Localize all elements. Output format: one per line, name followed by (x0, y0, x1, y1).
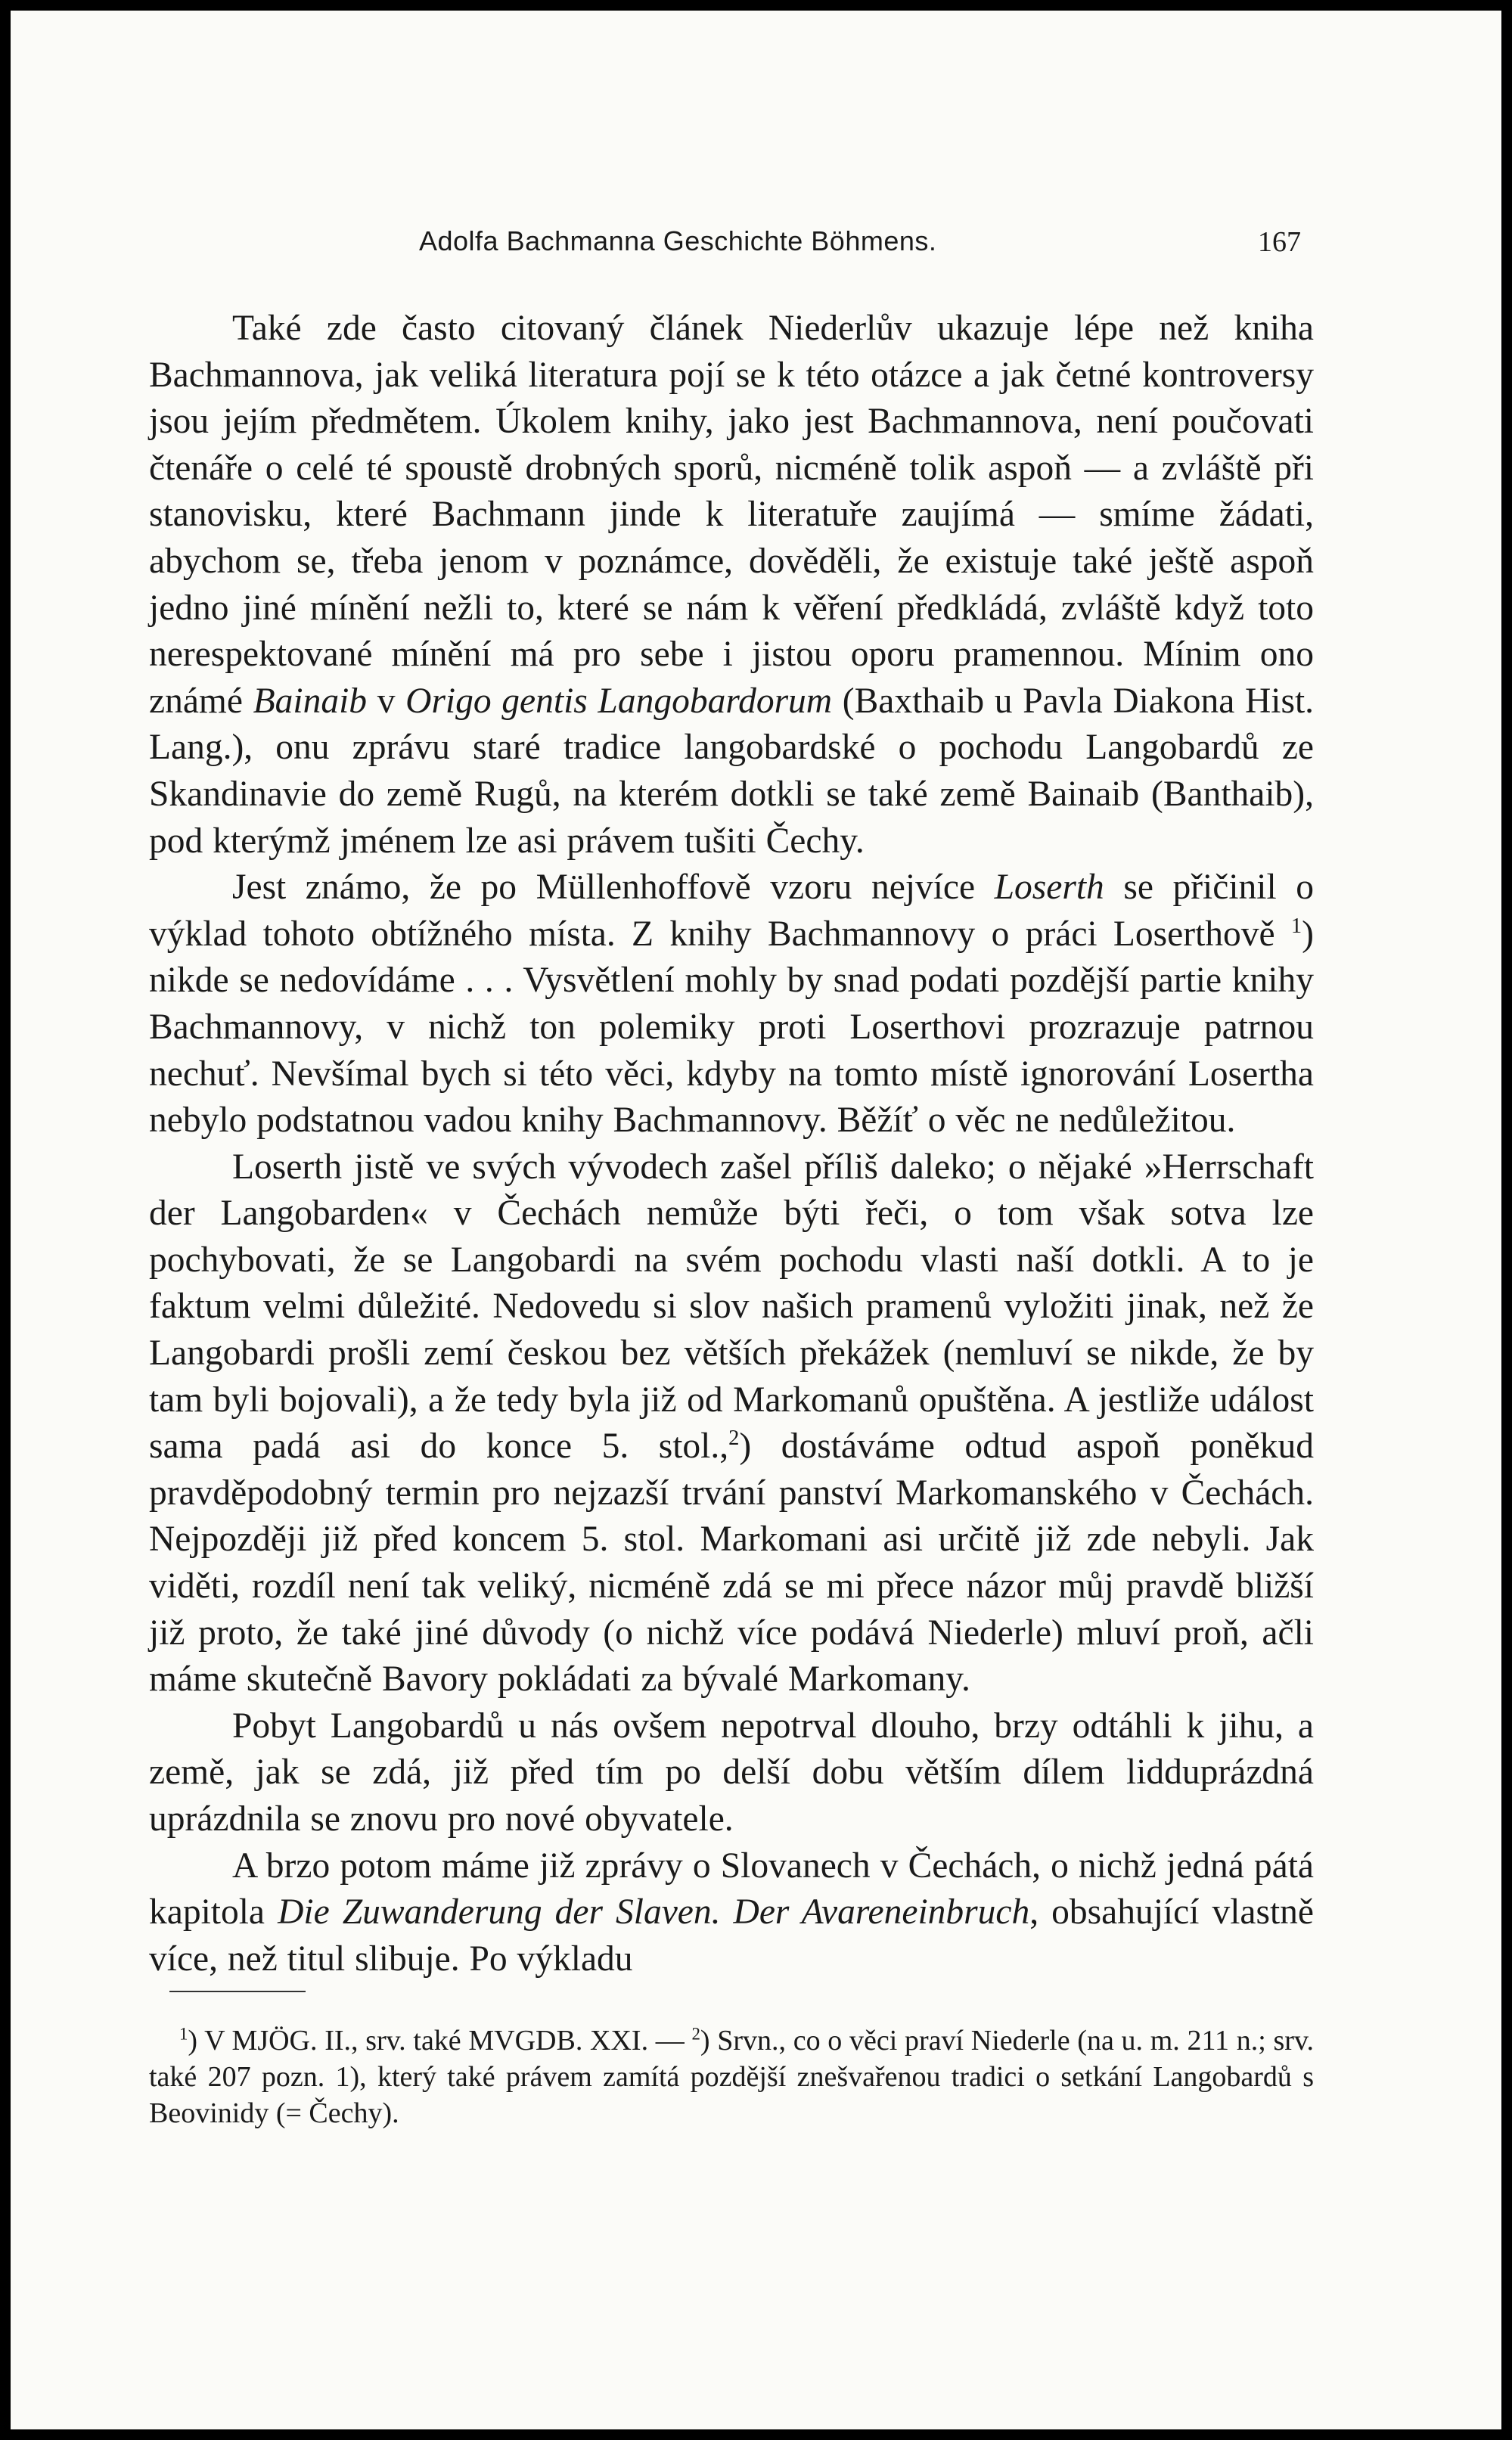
text-run: A brzo potom máme již zprávy o Slovanech v Čechách, o nichž jedná pátá kapitola (149, 1846, 1314, 1932)
paragraph-1 (149, 306, 1314, 865)
footnote-marker: 1 (1290, 914, 1302, 938)
italic-text: Origo gentis Langobardorum (405, 681, 833, 721)
text-run: Jest známo, že po Müllenhoffově vzoru nejvíce (232, 868, 995, 908)
text-run: v (367, 681, 406, 721)
running-head-title: Adolfa Bachmanna Geschichte Böhmens. (419, 225, 937, 256)
text-run: Loserth jistě ve svých vývodech zašel příliš daleko; o nějaké »Herrschaft der Langobarden« v Čechách nemůže býti řeči, o tom však sotva lze pochybovati, že se Langobardi na svém pochodu vlasti naší dotkli. A to je faktum velmi důležité. Nedovedu si slov našich pramenů vyložiti jinak, než že Langobardi prošli zemí českou bez větších překážek (nemluví se nikde, že by tam byli bojovali), a že tedy byla již od Markomanů opuštěna. A jestliže událost sama padá asi do konce 5. stol., (149, 1147, 1314, 1467)
italic-text: Die Zuwanderung der Slaven. Der Avareneinbruch (278, 1892, 1030, 1932)
footnote-rule (169, 1991, 306, 1992)
footnote-marker: 2 (728, 1426, 740, 1451)
running-head (147, 225, 1301, 271)
paragraph-5 (149, 1843, 1314, 1983)
text-run: ) V MJÖG. II., srv. také MVGDB. XXI. — (188, 2025, 692, 2057)
text-run: ) dostáváme odtud aspoň poněkud pravděpodobný termin pro nejzazší trvání panství Markomanského v Čechách. Nejpozději již před koncem 5. stol. Markomani asi určitě již zde nebyli. Jak viděti, rozdíl není tak veliký, nicméně zdá se mi přece názor můj pravdě bližší již proto, že také jiné důvody (o nichž více podává Niederle) mluví proň, ačli máme skutečně Bavory pokládati za bývalé Markomany. (149, 1426, 1315, 1700)
footnote-marker: 2 (691, 2024, 700, 2044)
text-run: se přičinil o výklad tohoto obtížného místa. Z knihy Bachmannovy o práci Loserthově (149, 868, 1314, 954)
text-run: ) nikde se nedovídáme . . . Vysvětlení mohly by snad podati pozdější partie knihy Bachmannovy, v nichž ton polemiky proti Loserthovi prozrazuje patrnou nechuť. Nevšímal bych si této věci, kdyby na tomto místě ignorování Losertha nebylo podstatnou vadou knihy Bachmannovy. Běžíť o věc ne nedůležitou. (149, 914, 1314, 1141)
text-run: Také zde často citovaný článek Niederlův ukazuje lépe než kniha Bachmannova, jak veliká literatura pojí se k této otázce a jak četné kontroversy jsou jejím předmětem. Úkolem knihy, jako jest Bachmannova, není poučovati čtenáře o celé té spoustě drobných sporů, nicméně tolik aspoň — a zvláště při stanovisku, které Bachmann jinde k literatuře zaujímá — smíme žádati, abychom se, třeba jenom v poznámce, dověděli, že existuje také ještě aspoň jedno jiné mínění nežli to, které se nám k věření předkládá, zvláště když toto nerespektované mínění má pro sebe i jistou oporu pramennou. Mínim ono známé (149, 309, 1314, 721)
footnote-1 (149, 2022, 1314, 2131)
footnote-marker: 1 (179, 2024, 188, 2044)
paragraph-2 (149, 865, 1314, 1144)
text-run: (Baxthaib u Pavla Diakona Hist. Lang.), onu zprávu staré tradice langobardské o pochodu Langobardů ze Skandinavie do země Rugů, na kterém dotkli se také země Bainaib (Banthaib), pod kterýmž jménem lze asi právem tušiti Čechy. (149, 681, 1315, 861)
text-run: Pobyt Langobardů u nás ovšem nepotrval dlouho, brzy odtáhli k jihu, a země, jak se zdá, již před tím po delší dobu větším dílem lidduprázdná uprázdnila se znovu pro nové obyvatele. (149, 1706, 1314, 1839)
italic-text: Loserth (994, 868, 1104, 908)
footnotes (149, 2022, 1314, 2131)
paragraph-3 (149, 1144, 1314, 1703)
book-page (11, 11, 1501, 2429)
paragraph-4 (149, 1703, 1314, 1843)
page-number: 167 (1258, 226, 1301, 258)
italic-text: Bainaib (253, 681, 368, 721)
text-run: , obsahující vlastně více, než titul slibuje. Po výkladu (149, 1892, 1315, 1979)
text-run: ) Srvn., co o věci praví Niederle (na u. m. 211 n.; srv. také 207 pozn. 1), který také právem zamítá pozdější znešvařenou tradici o setkání Langobardů s Beovinidy (= Čechy). (149, 2025, 1314, 2129)
body-text (149, 306, 1314, 1982)
